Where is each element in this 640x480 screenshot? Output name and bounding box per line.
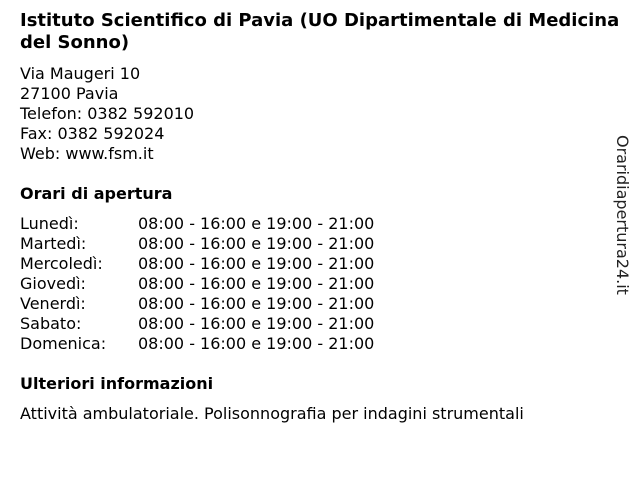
hours-day-label: Martedì: (20, 234, 87, 253)
hours-row-sunday (20, 334, 374, 354)
hours-time-value: 08:00 - 16:00 e 19:00 - 21:00 (138, 234, 375, 253)
page-title: Istituto Scientifico di Pavia (UO Dipartimentale di Medicina del Sonno) (20, 10, 620, 53)
hours-day-label: Giovedì: (20, 274, 86, 293)
hours-time-value: 08:00 - 16:00 e 19:00 - 21:00 (138, 274, 375, 293)
hours-row-saturday (20, 314, 374, 334)
hours-day-label: Lunedì: (20, 214, 79, 233)
address-fax: Fax: 0382 592024 (20, 124, 165, 143)
hours-row-friday (20, 294, 374, 314)
address-phone: Telefon: 0382 592010 (20, 104, 195, 123)
hours-day-label: Venerdì: (20, 294, 86, 313)
hours-time-value: 08:00 - 16:00 e 19:00 - 21:00 (138, 254, 375, 273)
address-street: Via Maugeri 10 (20, 64, 141, 83)
hours-day-label: Domenica: (20, 334, 107, 353)
hours-row-thursday (20, 274, 374, 294)
additional-info-text: Attività ambulatoriale. Polisonnografia per indagini strumentali (20, 404, 524, 423)
address-block (20, 64, 194, 164)
hours-time-value: 08:00 - 16:00 e 19:00 - 21:00 (138, 294, 375, 313)
hours-row-monday (20, 214, 374, 234)
hours-time-value: 08:00 - 16:00 e 19:00 - 21:00 (138, 314, 375, 333)
hours-time-value: 08:00 - 16:00 e 19:00 - 21:00 (138, 334, 375, 353)
address-city: 27100 Pavia (20, 84, 119, 103)
additional-info-heading: Ulteriori informazioni (20, 374, 214, 393)
hours-row-wednesday (20, 254, 374, 274)
hours-row-tuesday (20, 234, 374, 254)
address-web: Web: www.fsm.it (20, 144, 154, 163)
hours-day-label: Sabato: (20, 314, 82, 333)
site-watermark: Oraridiapertura24.it (613, 135, 632, 295)
opening-hours-heading: Orari di apertura (20, 184, 173, 203)
hours-day-label: Mercoledì: (20, 254, 103, 273)
hours-time-value: 08:00 - 16:00 e 19:00 - 21:00 (138, 214, 375, 233)
opening-hours-list (20, 214, 374, 354)
